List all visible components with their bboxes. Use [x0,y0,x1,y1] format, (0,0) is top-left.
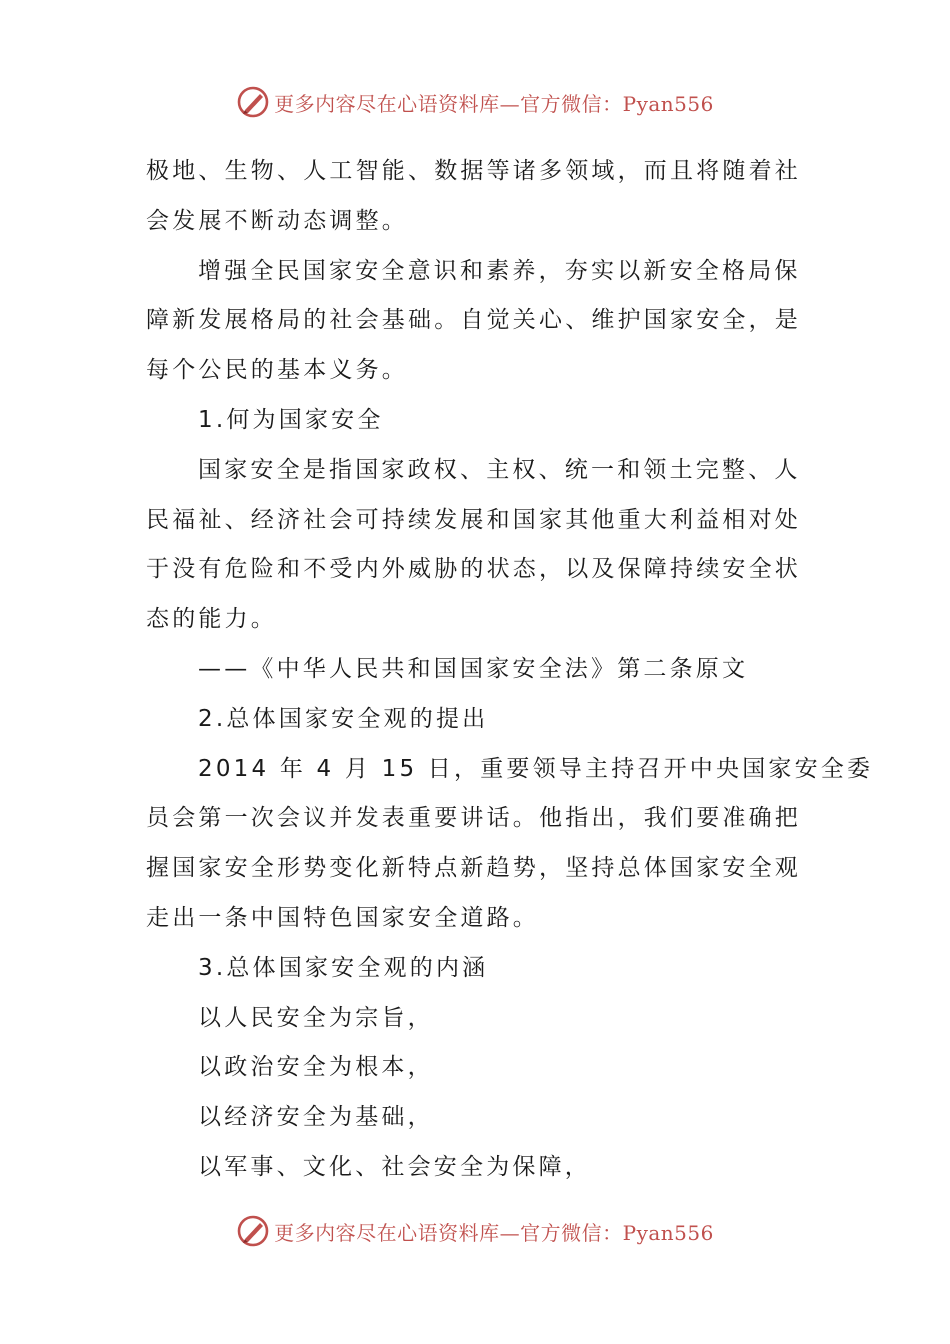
paragraph-line: 极地、生物、人工智能、数据等诸多领域，而且将随着社 [146,158,801,184]
list-line: 以军事、文化、社会安全为保障， [198,1153,591,1180]
paragraph-line: 态的能力。 [146,606,277,633]
paragraph-line: 民福祉、经济社会可持续发展和国家其他重大利益相对处 [146,506,801,533]
paragraph-line: 2014 年 4 月 15 日，重要领导主持召开中央国家安全委 [198,755,874,782]
paragraph-line: 握国家安全形势变化新特点新趋势，坚持总体国家安全观 [146,855,801,882]
header-watermark-text: 更多内容尽在心语资料库—官方微信：Pyan556 [274,91,714,116]
pen-logo-icon [236,85,270,119]
paragraph-line: 每个公民的基本义务。 [146,357,408,384]
header-watermark-banner [0,82,950,122]
section-heading-2: 2.总体国家安全观的提出 [198,705,489,732]
paragraph-line: 障新发展格局的社会基础。自觉关心、维护国家安全，是 [146,307,801,334]
list-line: 以政治安全为根本， [198,1054,434,1081]
paragraph-line: 于没有危险和不受内外威胁的状态，以及保障持续安全状 [146,556,801,583]
paragraph-line: 增强全民国家安全意识和素养，夯实以新安全格局保 [198,257,801,284]
citation-line: ——《中华人民共和国国家安全法》第二条原文 [198,655,749,682]
pen-logo-icon [236,1214,270,1248]
list-line: 以经济安全为基础， [198,1104,434,1131]
paragraph-line: 会发展不断动态调整。 [146,207,408,234]
section-heading-1: 1.何为国家安全 [198,406,384,433]
footer-watermark-banner [0,1211,950,1251]
list-line: 以人民安全为宗旨， [198,1004,434,1031]
document-body [146,147,874,1193]
footer-watermark-text: 更多内容尽在心语资料库—官方微信：Pyan556 [274,1220,714,1245]
paragraph-line: 国家安全是指国家政权、主权、统一和领土完整、人 [198,456,801,483]
paragraph-line: 走出一条中国特色国家安全道路。 [146,904,539,931]
paragraph-line: 员会第一次会议并发表重要讲话。他指出，我们要准确把 [146,805,801,832]
section-heading-3: 3.总体国家安全观的内涵 [198,954,489,981]
